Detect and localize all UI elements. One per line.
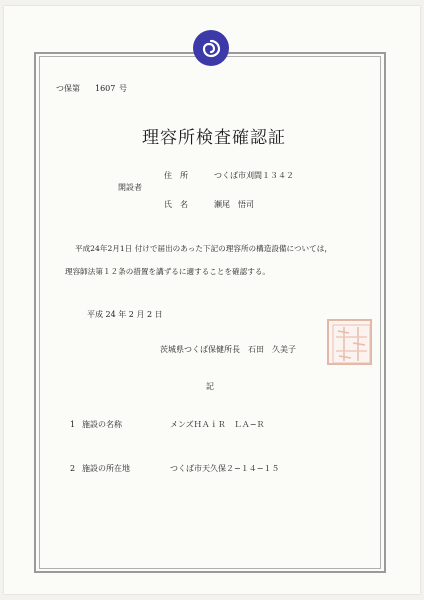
- ki-label: 記: [206, 382, 214, 391]
- name-value: 瀬尾 悟司: [214, 200, 254, 209]
- issue-date: 平成 24 年 2 月 2 日: [87, 310, 163, 319]
- address-value: つくば市刈間１３４２: [214, 171, 294, 180]
- item-2-value: つくば市天久保２−１４−１５: [170, 464, 280, 473]
- item-2-label: 施設の所在地: [82, 464, 130, 473]
- body-line-2: 理容師法第１２条の措置を講ずるに適することを確認する。: [65, 267, 271, 276]
- body-line-1: 平成24年2月1日 付けで届出のあった下記の理容所の構造設備については，: [75, 244, 332, 253]
- item-1-number: 1: [70, 420, 76, 429]
- name-label: 氏 名: [164, 200, 188, 209]
- opener-label: 開設者: [118, 183, 142, 192]
- doc-number: 1607: [95, 84, 116, 93]
- item-1-label: 施設の名称: [82, 420, 122, 429]
- item-1-value: メンズＨＡｉＲ ＬＡ−Ｒ: [170, 420, 265, 429]
- address-label: 住 所: [164, 171, 188, 180]
- official-seal-stamp: [327, 319, 372, 365]
- item-2-number: 2: [70, 464, 76, 473]
- doc-number-prefix: つ保第: [56, 84, 80, 93]
- spiral-emblem-icon: [193, 30, 229, 66]
- doc-number-suffix: 号: [119, 84, 127, 93]
- issuer: 茨城県つくば保健所長 石田 久美子: [160, 345, 296, 354]
- certificate-title: 理容所検査確認証: [142, 128, 286, 148]
